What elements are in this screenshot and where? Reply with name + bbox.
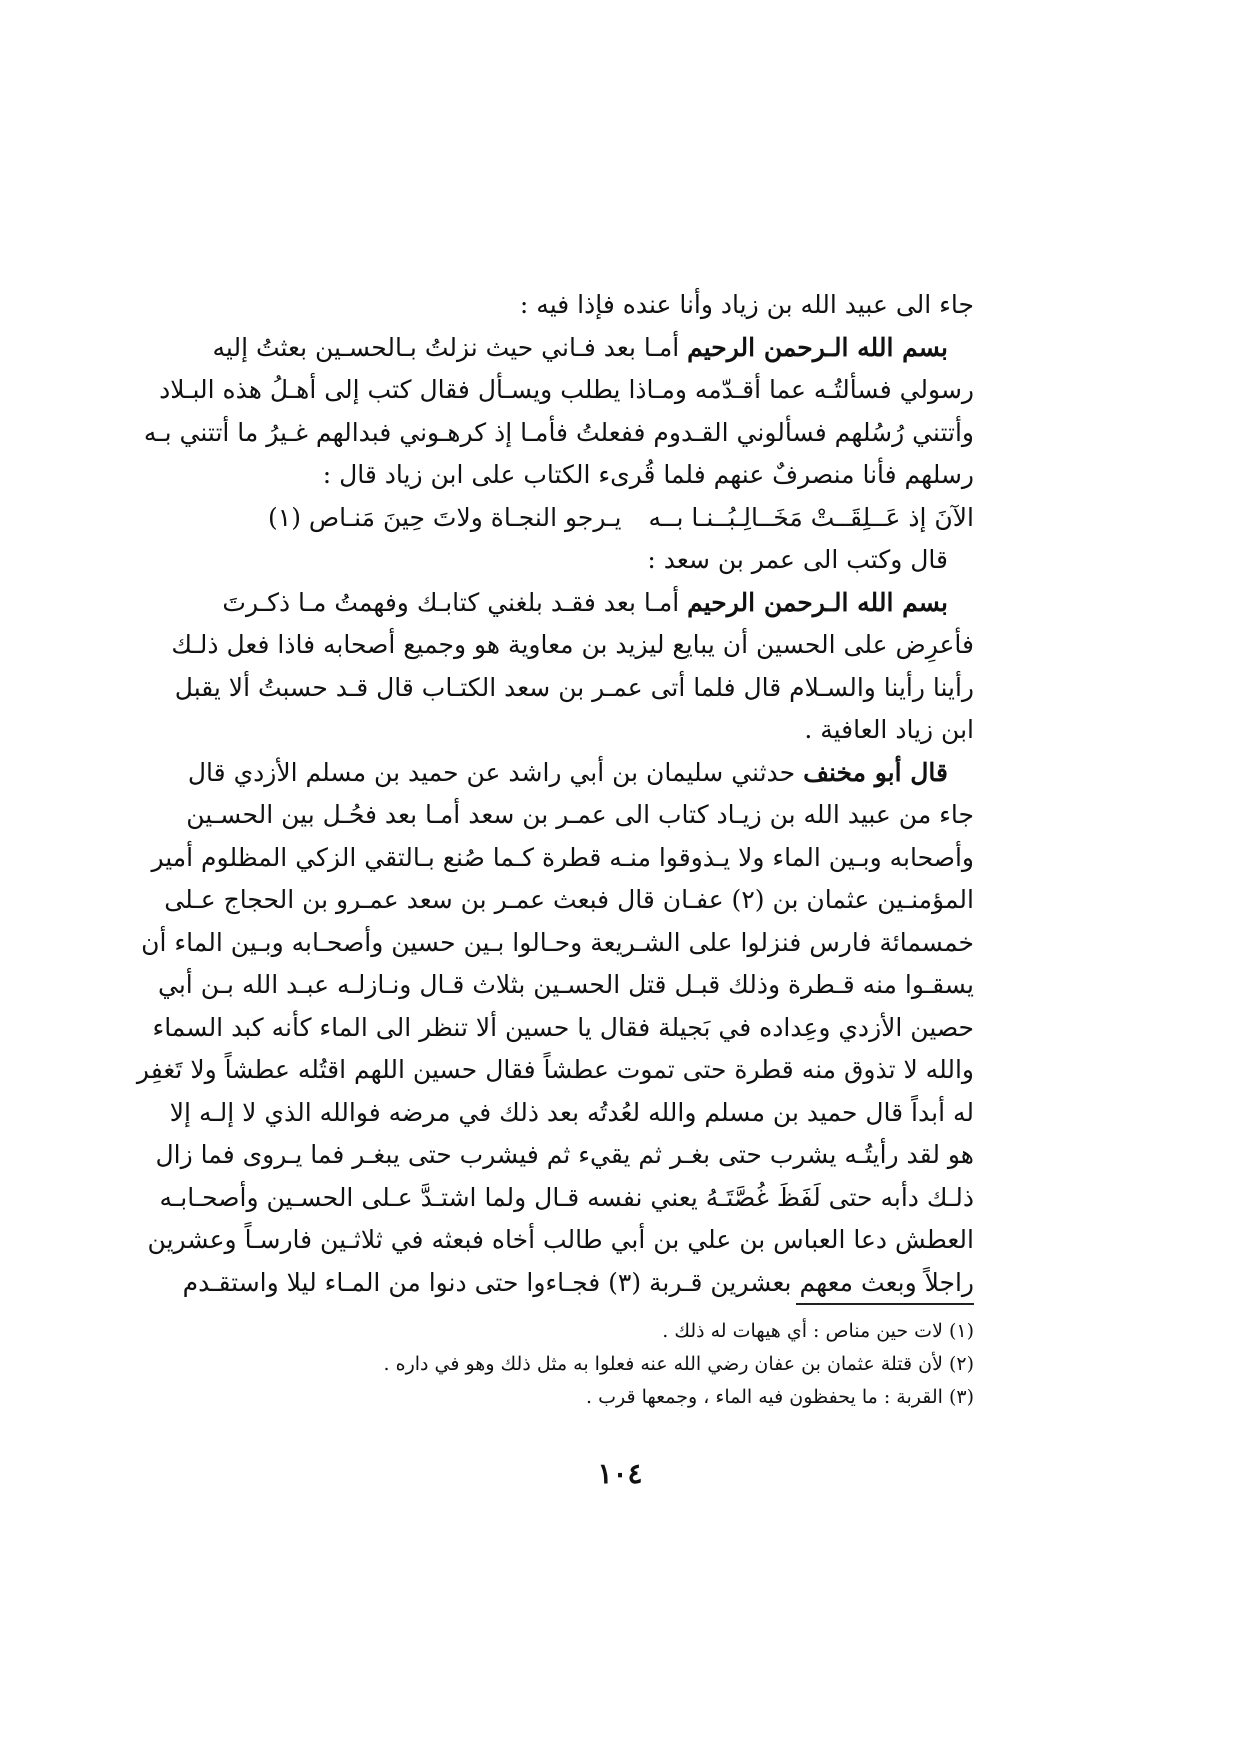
- footnote: (١) لات حين مناص : أي هيهات له ذلك .: [662, 1320, 974, 1342]
- text-line: والله لا تذوق منه قطرة حتى تموت عطشاً فقال حسين اللهم اقتُله عطشاً ولا تَغفِر: [136, 1055, 974, 1084]
- text-line: رسلهم فأنا منصرفٌ عنهم فلما قُرىء الكتاب على ابن زياد قال :: [322, 460, 974, 489]
- footnote-separator: [796, 1303, 974, 1305]
- verse-second-hemistich: يـرجو النجـاة ولاتَ حِينَ مَنـاص (١): [268, 502, 622, 532]
- footnote: (٣) القربة : ما يحفظون فيه الماء ، وجمعها قرب .: [586, 1386, 974, 1408]
- text-line: وأصحابه وبـين الماء ولا يـذوقوا منـه قطرة كـما صُنع بـالتقي الزكي المظلوم أمير: [151, 842, 974, 872]
- text-line: جاء الى عبيد الله بن زياد وأنا عنده فإذا فيه :: [519, 290, 974, 319]
- basmala: بسم الله الـرحمن الرحيم: [687, 587, 948, 617]
- text-line: قال وكتب الى عمر بن سعد :: [647, 545, 948, 574]
- text-line: العطش دعا العباس بن علي بن أبي طالب أخاه فبعثه في ثلاثـين فارسـاً وعشرين: [147, 1225, 974, 1254]
- verse-first-hemistich: الآنَ إذ عَــلِقَــتْ مَخَــالِـبُــنـا بــه: [648, 502, 974, 532]
- text-line: بسم الله الـرحمن الرحيم أمـا بعد فـاني حيث نزلتُ بـالحسـين بعثتُ إليه: [212, 332, 948, 362]
- page-number: ١٠٤: [597, 1457, 643, 1490]
- narrator-name: قال أبو مخنف: [803, 757, 948, 787]
- text-line: بسم الله الـرحمن الرحيم أمـا بعد فقـد بلغني كتابـك وفهمتُ مـا ذكـرتَ: [222, 587, 948, 617]
- footnote: (٢) لأن قتلة عثمان بن عفان رضي الله عنه فعلوا به مثل ذلك وهو في داره .: [383, 1353, 974, 1375]
- text-line: رسولي فسألتُـه عما أقـدّمه ومـاذا يطلب ويسـأل فقال كتب إلى أهـلُ هذه البـلاد: [159, 375, 974, 404]
- footnotes: [268, 1315, 974, 1414]
- text-line: يسقـوا منه قـطرة وذلك قبـل قتل الحسـين بثلاث قـال ونـازلـه عبـد الله بـن أبي: [158, 970, 974, 999]
- poem-verse: [268, 497, 974, 540]
- text-line: له أبداً قال حميد بن مسلم والله لعُدتُه بعد ذلك في مرضه فوالله الذي لا إلـه إلا: [169, 1097, 974, 1127]
- text-line: راجلاً وبعث معهم بعشرين قـربة (٣) فجـاءوا حتى دنوا من المـاء ليلا واستقـدم: [182, 1267, 974, 1297]
- text-line: ذلـك دأبه حتى لَفَظَ غُصَّتَـهُ يعني نفسه قـال ولما اشتـدَّ عـلى الحسـين وأصحـابـه: [159, 1182, 974, 1212]
- text-line: جاء من عبيد الله بن زيـاد كتاب الى عمـر بن سعد أمـا بعد فحُـل بين الحسـين: [186, 800, 974, 829]
- text-line: حصين الأزدي وعِداده في بَجيلة فقال يا حسين ألا تنظر الى الماء كأنه كبد السماء: [152, 1012, 974, 1042]
- text-line: هو لقد رأيتُـه يشرب حتى بغـر ثم يقيء ثم فيشرب حتى يبغـر فما يـروى فما زال: [155, 1140, 974, 1169]
- text-line: وأتتني رُسُلهم فسألوني القـدوم ففعلتُ فأمـا إذ كرهـوني فبدالهم غـيرُ ما أتتني بـه: [143, 417, 974, 447]
- text-line: خمسمائة فارس فنزلوا على الشـريعة وحـالوا بـين حسين وأصحـابه وبـين الماء أن: [141, 927, 974, 957]
- main-text: [136, 284, 974, 1304]
- text-line: المؤمنـين عثمان بن (٢) عفـان قال فبعث عمـر بن سعد عمـرو بن الحجاج عـلى: [164, 885, 974, 914]
- text-line: قال أبو مخنف حدثني سليمان بن أبي راشد عن حميد بن مسلم الأزدي قال: [187, 757, 948, 787]
- basmala: بسم الله الـرحمن الرحيم: [687, 332, 948, 362]
- text-line: ابن زياد العافية .: [804, 715, 974, 744]
- text-line: رأينا رأينا والسـلام قال فلما أتى عمـر بن سعد الكتـاب قال قـد حسبتُ ألا يقبل: [174, 672, 974, 702]
- text-line: فأعرِض على الحسين أن يبايع ليزيد بن معاوية هو وجميع أصحابه فاذا فعل ذلـك: [171, 630, 974, 659]
